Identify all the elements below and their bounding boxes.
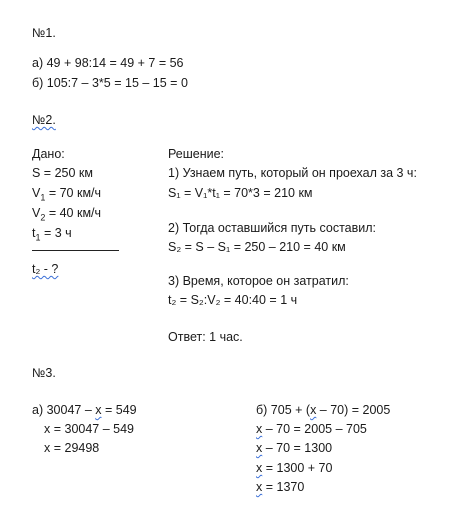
- equation-text: а) 30047 –: [32, 403, 96, 417]
- solution-step-3-text: 3) Время, которое он затратил:: [168, 274, 349, 288]
- problem-3b-line-5: [256, 480, 304, 495]
- equation-text: б) 705 + (: [256, 403, 311, 417]
- problem-1-line-a: а) 49 + 98:14 = 49 + 7 = 56: [32, 56, 184, 70]
- find-t2: t₂ - ?: [32, 262, 59, 276]
- given-s: S = 250 км: [32, 166, 93, 180]
- variable-x: х: [256, 441, 263, 455]
- t1-subscript: 1: [35, 232, 41, 243]
- given-label: Дано:: [32, 147, 65, 161]
- solution-step-1-text: 1) Узнаем путь, который он проехал за 3 ч:: [168, 166, 417, 180]
- problem-3a-line-1: [32, 403, 137, 418]
- variable-x: х: [256, 422, 263, 436]
- answer-text: Ответ: 1 час.: [168, 330, 243, 344]
- solution-label: Решение:: [168, 147, 225, 161]
- equation-text: = 1300 + 70: [262, 461, 333, 475]
- problem-1-line-b: б) 105:7 – 3*5 = 15 – 15 = 0: [32, 76, 188, 90]
- problem-3b-line-2: [256, 422, 367, 437]
- problem-3b-line-4: [256, 461, 332, 476]
- given-divider: [32, 250, 119, 251]
- given-t1: [32, 226, 72, 246]
- problem-3-title: №3.: [32, 366, 56, 380]
- solution-step-3-formula: t₂ = S₂:V₂ = 40:40 = 1 ч: [168, 293, 298, 307]
- variable-x: х: [95, 403, 102, 417]
- problem-1-title: №1.: [32, 26, 56, 40]
- variable-x: х: [256, 461, 263, 475]
- problem-3a-line-2: х = 30047 – 549: [44, 422, 135, 436]
- problem-2-title: №2.: [32, 113, 56, 127]
- v2-symbol: V: [32, 206, 41, 220]
- equation-text: – 70 = 1300: [262, 441, 333, 455]
- equation-text: – 70) = 2005: [316, 403, 391, 417]
- t1-symbol: t: [32, 226, 36, 240]
- equation-text: = 549: [101, 403, 137, 417]
- given-v2: [32, 206, 101, 226]
- variable-x: х: [310, 403, 317, 417]
- t1-value: = 3 ч: [40, 226, 72, 240]
- equation-text: – 70 = 2005 – 705: [262, 422, 367, 436]
- equation-text: = 1370: [262, 480, 305, 494]
- v1-value: = 70 км/ч: [45, 186, 102, 200]
- problem-3b-line-3: [256, 441, 332, 456]
- v2-value: = 40 км/ч: [45, 206, 102, 220]
- solution-step-2-formula: S₂ = S – S₁ = 250 – 210 = 40 км: [168, 240, 346, 254]
- v1-subscript: 1: [40, 192, 46, 203]
- v2-subscript: 2: [40, 212, 46, 223]
- problem-3b-line-1: [256, 403, 390, 418]
- v1-symbol: V: [32, 186, 41, 200]
- solution-step-2-text: 2) Тогда оставшийся путь составил:: [168, 221, 377, 235]
- problem-3a-line-3: х = 29498: [44, 441, 100, 455]
- given-v1: [32, 186, 101, 206]
- solution-step-1-formula: S₁ = V₁*t₁ = 70*3 = 210 км: [168, 186, 313, 200]
- variable-x: х: [256, 480, 263, 494]
